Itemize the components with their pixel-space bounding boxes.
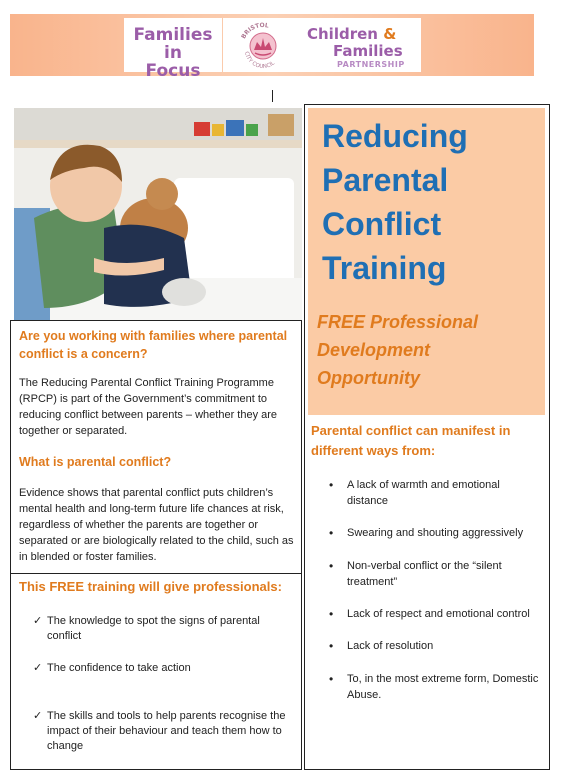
manifest-heading: Parental conflict can manifest in different ways from: bbox=[311, 423, 511, 458]
check-icon: ✓ bbox=[33, 710, 43, 722]
intro-box bbox=[10, 320, 302, 574]
right-column bbox=[304, 104, 550, 770]
svg-text:CITY COUNCIL: CITY COUNCIL bbox=[243, 51, 276, 70]
logo-left-line2: Focus bbox=[145, 61, 201, 81]
check-icon: ✓ bbox=[33, 662, 43, 674]
title-line3: Conflict bbox=[322, 206, 442, 242]
list-item: • A lack of warmth and emotional distance bbox=[327, 477, 541, 509]
list-item bbox=[33, 661, 287, 676]
title-line4: Training bbox=[322, 250, 447, 286]
bristol-city-council-logo bbox=[223, 18, 303, 72]
header-banner bbox=[10, 14, 534, 81]
svg-text:BRISTOL: BRISTOL bbox=[240, 21, 270, 41]
training-box bbox=[10, 573, 302, 770]
children-families-partnership-logo bbox=[303, 18, 421, 72]
title-panel bbox=[308, 108, 545, 415]
logo-right-line1: Children bbox=[307, 25, 378, 43]
subtitle-line3: Opportunity bbox=[317, 368, 420, 388]
list-item bbox=[33, 709, 287, 754]
check-icon: ✓ bbox=[33, 615, 43, 627]
intro-paragraph: The Reducing Parental Conflict Training Programme (RPCP) is part of the Government’s commitment to reducing conflict between parents – whether they are together or separated. bbox=[19, 377, 278, 437]
what-paragraph: Evidence shows that parental conflict puts children’s mental health and long-term future life chances at risk, regardless of whether the parents are together or separated or are biologically related to the child, such as in blended or foster families. bbox=[19, 487, 294, 563]
child-photo bbox=[14, 108, 302, 320]
logo-right-line3: PARTNERSHIP bbox=[337, 60, 405, 69]
list-item: • Lack of respect and emotional control bbox=[327, 606, 541, 622]
logo-right-line2: Families bbox=[333, 42, 403, 60]
title-line2: Parental bbox=[322, 162, 449, 198]
council-seal-icon bbox=[235, 20, 291, 70]
intro-question: Are you working with families where parental conflict is a concern? bbox=[19, 329, 288, 361]
training-item-text: The knowledge to spot the signs of parental conflict bbox=[47, 615, 260, 642]
list-item: • Lack of resolution bbox=[327, 638, 541, 654]
subtitle-line1: FREE Professional bbox=[317, 312, 479, 332]
training-heading: This FREE training will give professionals: bbox=[19, 579, 282, 594]
families-in-focus-logo bbox=[124, 18, 222, 81]
what-heading: What is parental conflict? bbox=[19, 455, 172, 469]
list-item: • To, in the most extreme form, Domestic Abuse. bbox=[327, 671, 541, 703]
training-item-text: The skills and tools to help parents recognise the impact of their behaviour and teach them how to change bbox=[47, 710, 286, 752]
text-cursor bbox=[272, 90, 273, 102]
subtitle bbox=[317, 308, 537, 392]
training-list bbox=[33, 614, 287, 754]
subtitle-line2: Development bbox=[317, 340, 431, 360]
manifest-list bbox=[327, 477, 541, 703]
logo-right-amp: & bbox=[383, 25, 397, 43]
list-item bbox=[33, 614, 287, 644]
logo-left-line1: Families in bbox=[133, 25, 213, 63]
title-line1: Reducing bbox=[322, 118, 468, 154]
list-item: • Swearing and shouting aggressively bbox=[327, 525, 541, 541]
training-item-text: The confidence to take action bbox=[47, 662, 191, 674]
list-item: • Non-verbal conflict or the “silent treatment” bbox=[327, 558, 541, 590]
page-title bbox=[322, 114, 542, 290]
